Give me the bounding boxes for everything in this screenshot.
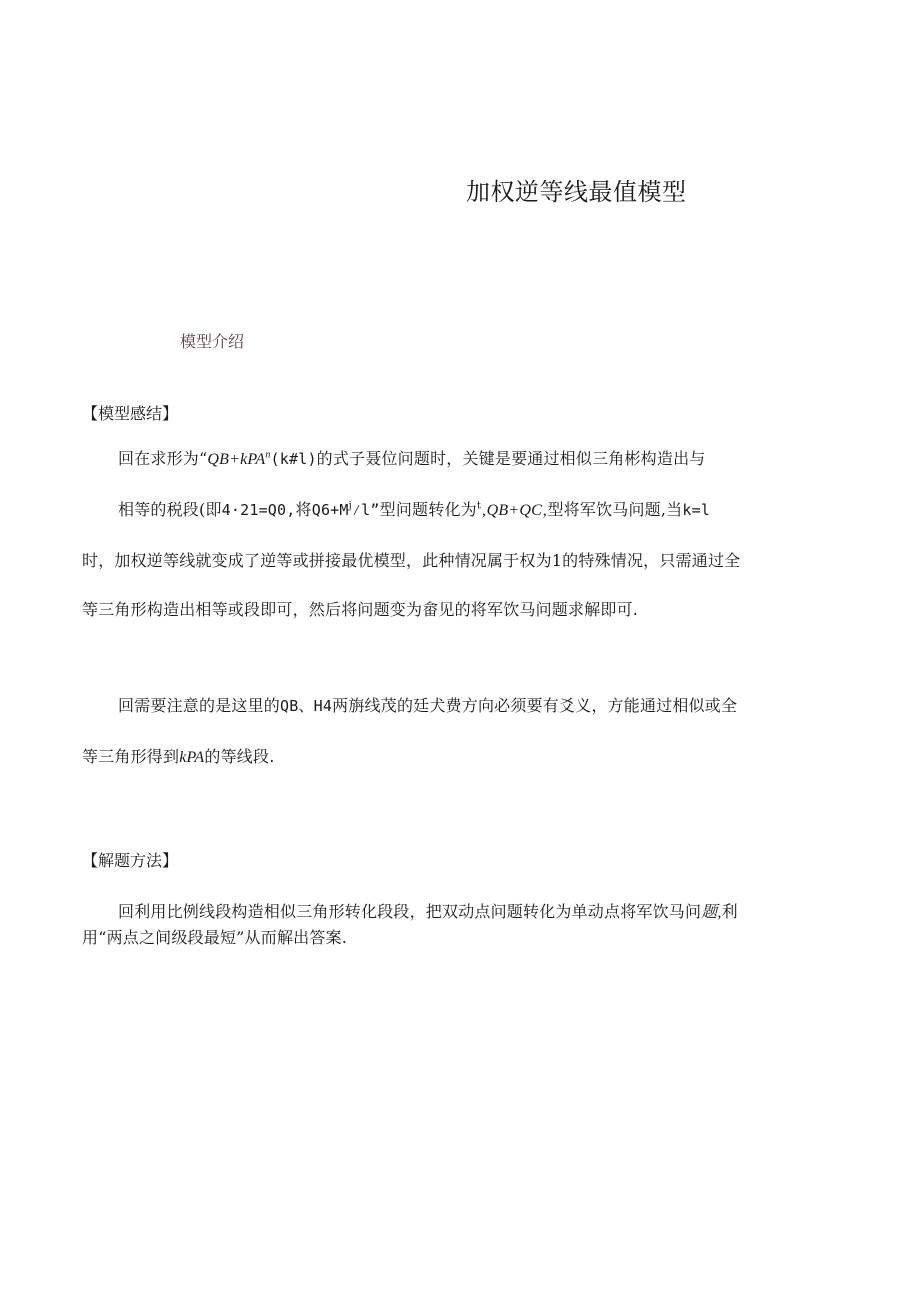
math-expression: k=l bbox=[682, 501, 711, 519]
paragraph-line bbox=[118, 446, 705, 469]
paragraph-line: 用“两点之间级段最短”从而解出答案. bbox=[82, 928, 348, 947]
text-segment: 回在求形为“ bbox=[118, 449, 208, 468]
text-segment: 的式子聂位问题时，关键是要通过相似三角彬构造出与 bbox=[316, 449, 706, 468]
paragraph-line bbox=[118, 693, 737, 716]
page-title: 加权逆等线最值模型 bbox=[466, 178, 687, 206]
text-segment: 两旃线茂的廷犬费方向必须要有爻义，方能通过相似或全 bbox=[332, 696, 738, 715]
math-expression: ⁄l” bbox=[351, 501, 380, 519]
paragraph-line: 时，加权逆等线就变成了逆等或拼接最优模型，此种情况属于权为1的特殊情况，只需通过全 bbox=[82, 551, 741, 570]
math-superscript: j bbox=[348, 500, 352, 512]
section-heading-solution-method: 【解题方法】 bbox=[82, 851, 179, 870]
text-segment: 等三角形得到 bbox=[82, 747, 180, 766]
math-expression: QB+kPA bbox=[207, 451, 266, 468]
math-superscript: n bbox=[265, 449, 271, 461]
text-segment: 型问题转化为 bbox=[379, 500, 477, 519]
text-segment: 型将军饮马问题,当 bbox=[547, 500, 683, 519]
section-heading-model-summary: 【模型感结】 bbox=[82, 404, 179, 423]
math-expression: 题, bbox=[701, 904, 722, 921]
text-segment: 的等线段. bbox=[204, 747, 275, 766]
text-segment: 将 bbox=[295, 500, 312, 519]
math-expression: QB、H4 bbox=[280, 697, 333, 715]
paragraph-line bbox=[118, 899, 738, 922]
text-segment: 利 bbox=[721, 902, 738, 921]
text-segment: 相等的税段(即 bbox=[118, 500, 222, 519]
paragraph-line: 等三角形构造出相等或段即可，然后将问题变为畲见的将军饮马问题求解即可. bbox=[82, 600, 639, 619]
paragraph-line bbox=[118, 497, 710, 520]
math-expression: kPA bbox=[179, 749, 205, 766]
paragraph-line bbox=[82, 744, 274, 767]
math-superscript: t bbox=[476, 500, 482, 512]
text-segment: 回需要注意的是这里的 bbox=[118, 696, 281, 715]
math-expression: 4·21=Q0, bbox=[221, 501, 296, 519]
math-expression: ‚QB+QC‚ bbox=[481, 502, 548, 519]
intro-label: 模型介绍 bbox=[180, 332, 245, 351]
math-condition: (k#l) bbox=[270, 450, 317, 468]
text-segment: 回利用比例线段构造相似三角形转化段段，把双动点问题转化为单动点将军饮马问 bbox=[118, 902, 702, 921]
math-expression: Q6+M bbox=[311, 501, 349, 519]
